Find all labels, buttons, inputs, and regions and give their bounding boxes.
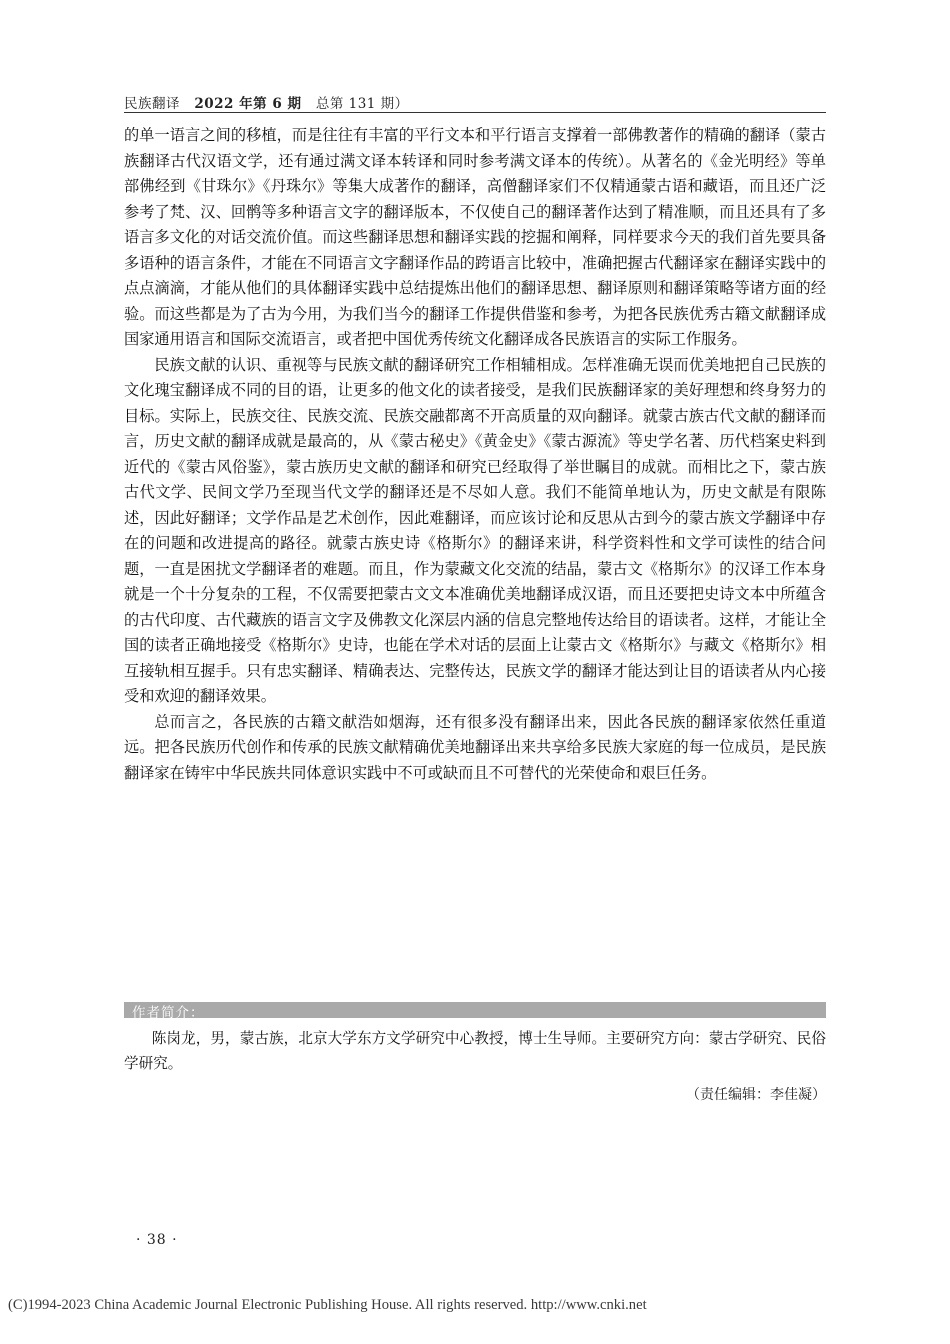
page-number: · 38 ·	[136, 1232, 178, 1248]
running-header	[124, 92, 409, 112]
issue-number: 2022 年第 6 期	[194, 96, 302, 112]
paragraph-1: 的单一语言之间的移植，而是往往有丰富的平行文本和平行语言支撑着一部佛教著作的精确的翻译（蒙古族翻译古代汉语文学，还有通过满文译本转译和同时参考满文译本的传统）。从著名的《金光明经》等单部佛经到《甘珠尔》《丹珠尔》等集大成著作的翻译，高僧翻译家们不仅精通蒙古语和藏语，而且还广泛参考了梵、汉、回鹘等多种语言文字的翻译版本，不仅使自己的翻译著作达到了精准顺，而且还具有了多语言多文化的对话交流价值。而这些翻译思想和翻译实践的挖掘和阐释，同样要求今天的我们首先要具备多语种的语言条件，才能在不同语言文字翻译作品的跨语言比较中，准确把握古代翻译家在翻译实践中的点点滴滴，才能从他们的具体翻译实践中总结提炼出他们的翻译思想、翻译原则和翻译策略等诸方面的经验。而这些都是为了古为今用，为我们当今的翻译工作提供借鉴和参考，为把各民族优秀古籍文献翻译成国家通用语言和国际交流语言，或者把中国优秀传统文化翻译成各民族语言的实际工作服务。	[124, 126, 826, 348]
author-heading: 作者简介：	[132, 1005, 205, 1021]
copyright-footer: (C)1994-2023 China Academic Journal Electronic Publishing House. All rights reserved. http://www.cnki.net	[8, 1297, 647, 1313]
paragraph-2: 民族文献的认识、重视等与民族文献的翻译研究工作相辅相成。怎样准确无误而优美地把自己民族的文化瑰宝翻译成不同的目的语，让更多的他文化的读者接受，是我们民族翻译家的美好理想和终身努力的目标。实际上，民族交往、民族交流、民族交融都离不开高质量的双向翻译。就蒙古族古代文献的翻译而言，历史文献的翻译成就是最高的，从《蒙古秘史》《黄金史》《蒙古源流》等史学名著、历代档案史料到近代的《蒙古风俗鉴》，蒙古族历史文献的翻译和研究已经取得了举世瞩目的成就。而相比之下，蒙古族古代文学、民间文学乃至现当代文学的翻译还是不尽如人意。我们不能简单地认为，历史文献是有限陈述，因此好翻译；文学作品是艺术创作，因此难翻译，而应该讨论和反思从古到今的蒙古族文学翻译中存在的问题和改进提高的路径。就蒙古族史诗《格斯尔》的翻译来讲，科学资料性和文学可读性的结合问题，一直是困扰文学翻译者的难题。而且，作为蒙藏文化交流的结晶，蒙古文《格斯尔》的汉译工作本身就是一个十分复杂的工程，不仅需要把蒙古文文本准确优美地翻译成汉语，而且还要把史诗文本中所蕴含的古代印度、古代藏族的语言文字及佛教文化深层内涵的信息完整地传达给目的语读者。这样，才能让全国的读者正确地接受《格斯尔》史诗，也能在学术对话的层面上让蒙古文《格斯尔》与藏文《格斯尔》相互接轨相互握手。只有忠实翻译、精确表达、完整传达，民族文学的翻译才能达到让目的语读者从内心接受和欢迎的翻译效果。	[124, 355, 826, 705]
total-issue: 总第 131 期）	[315, 96, 409, 112]
author-bio	[124, 1026, 826, 1076]
journal-name: 民族翻译	[124, 96, 180, 112]
paragraph-3: 总而言之，各民族的古籍文献浩如烟海，还有很多没有翻译出来，因此各民族的翻译家依然任重道远。把各民族历代创作和传承的民族文献精确优美地翻译出来共享给多民族大家庭的每一位成员，是民族翻译家在铸牢中华民族共同体意识实践中不可或缺而且不可替代的光荣使命和艰巨任务。	[124, 712, 826, 782]
header-divider	[124, 112, 826, 113]
author-bio-text: 陈岗龙，男，蒙古族，北京大学东方文学研究中心教授，博士生导师。主要研究方向：蒙古学研究、民俗学研究。	[124, 1030, 826, 1072]
article-body	[124, 123, 826, 786]
author-section-bar	[124, 1002, 826, 1021]
responsible-editor: （责任编辑：李佳凝）	[686, 1087, 826, 1103]
